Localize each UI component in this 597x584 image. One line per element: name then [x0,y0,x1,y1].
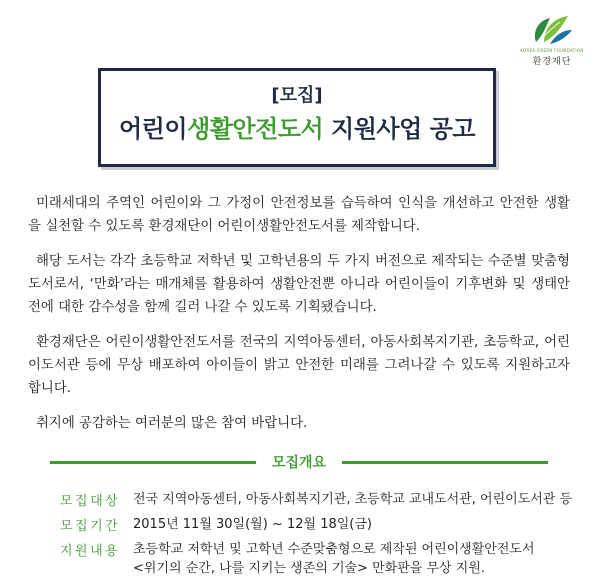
leaf-logo-icon [530,12,574,46]
info-value-line: <위기의 순간, 나를 지키는 생존의 기술> 만화판을 무상 지원. [133,561,485,576]
info-row [60,540,580,584]
info-value: 2015년 11월 30일(월) ~ 12월 18일(금) [133,517,372,532]
paragraph [28,331,570,400]
paragraph-text: 취지에 공감하는 여러분의 많은 참여 바랍니다. [36,416,308,431]
title-box [98,68,496,167]
title-suffix: 지원사업 공고 [323,115,475,143]
info-key: 지원내용 [60,544,121,559]
info-row [60,490,580,515]
paragraph-text: 미래세대의 주역인 어린이와 그 가정이 안전정보를 습득하여 인식을 개선하고 안전한 생활을 실천할 수 있도록 환경재단이 어린이생활안전도서를 제작합니다. [28,196,570,234]
section-title: 모집개요 [271,455,327,471]
paragraph-text: 해당 도서는 각각 초등학교 저학년 및 고학년용의 두 가지 버전으로 제작되는 수준별 맞춤형 도서로서, ‘만화’라는 매개체를 활용하여 생활안전뿐 아니라 어린이들이 기후변화 및 생태안전에 대한 감수성을 함께 길러 나갈 수 있도록 기획됐습니다. [28,254,570,315]
paragraph-text: 환경재단은 어린이생활안전도서를 전국의 지역아동센터, 아동사회복지기관, 초등학교, 어린이도서관 등에 무상 배포하여 아이들이 밝고 안전한 미래를 그려나갈 수 있도록 지원하고자 합니다. [28,335,570,396]
paragraph [28,192,570,238]
info-value-line: 초등학교 저학년 및 고학년 수준맞춤형으로 제작된 어린이생활안전도서 [133,542,535,557]
info-key: 모집기간 [60,519,121,534]
page-title [101,109,493,144]
info-key: 모집대상 [60,494,121,509]
paragraph [28,250,570,319]
title-top: [모집] [271,85,323,106]
info-value: 전국 지역아동센터, 아동사회복지기관, 초등학교 교내도서관, 어린이도서관 등 [133,492,573,507]
section-divider-right [342,461,548,464]
paragraph [28,412,570,435]
body-text [28,192,570,447]
logo-tagline: KOREA GREEN FOUNDATION [520,48,584,53]
foundation-logo [520,12,584,70]
logo-name: 환경재단 [532,57,572,67]
title-highlight: 생활안전도서 [187,115,324,143]
title-prefix: 어린이 [119,115,188,143]
section-header [50,452,548,472]
info-list [60,490,580,584]
info-value [133,540,535,578]
info-row [60,515,580,540]
